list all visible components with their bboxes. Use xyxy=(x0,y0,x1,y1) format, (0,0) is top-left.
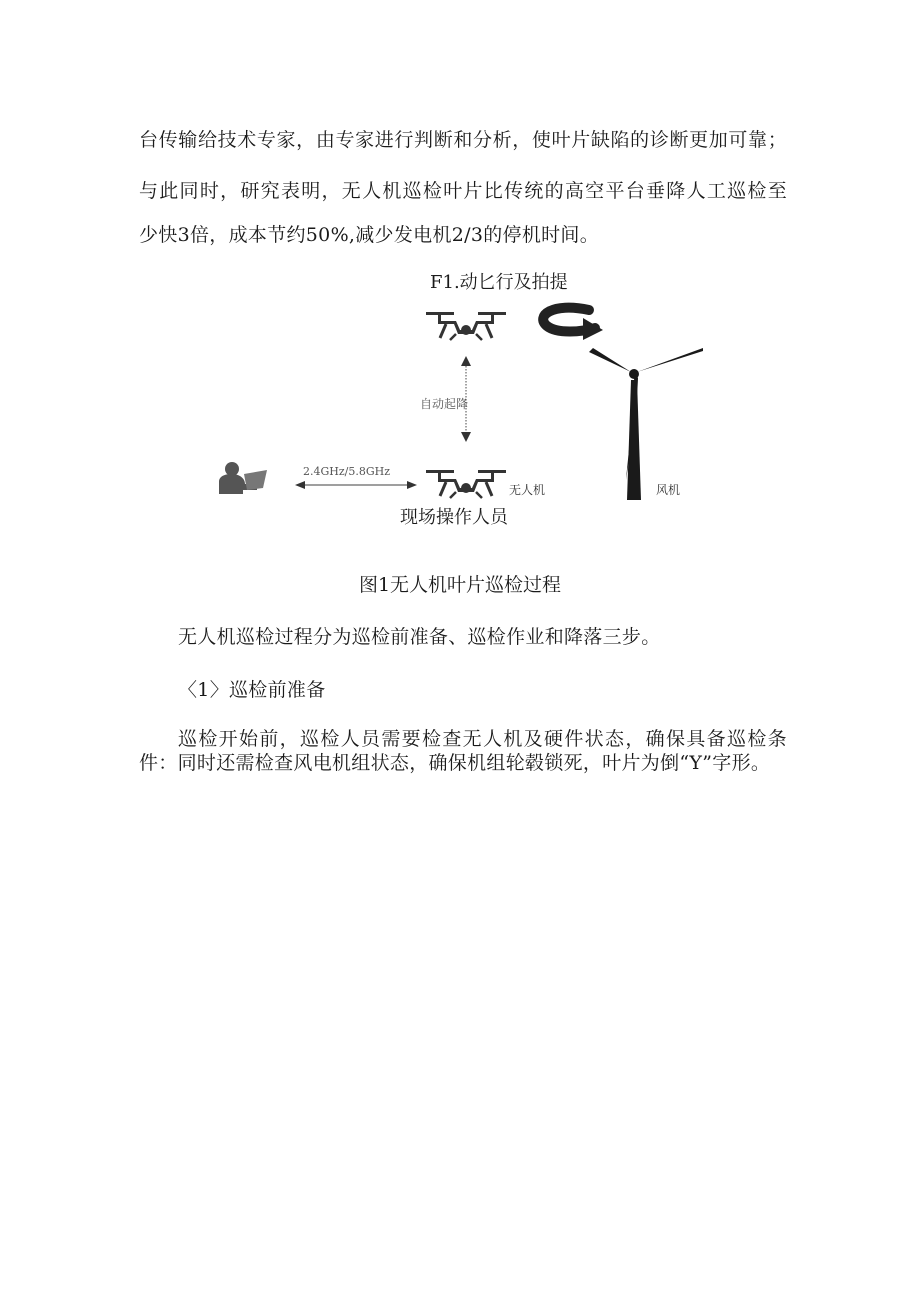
figure-title: F1.动匕行及拍提 xyxy=(430,272,568,293)
drone-bottom-icon xyxy=(426,470,506,498)
auto-takeoff-label: 自动起降 xyxy=(420,397,469,411)
operator-icon xyxy=(219,462,267,494)
operator-label: 现场操作人员 xyxy=(400,507,508,528)
turbine-label: 风机 xyxy=(656,483,681,497)
frequency-label: 2.4GHz/5.8GHz xyxy=(303,465,391,478)
paragraph-3-line-1: 巡检开始前，巡检人员需要检查无人机及硬件状态，确保具备巡检条 xyxy=(178,728,787,750)
paragraph-2: 无人机巡检过程分为巡检前准备、巡检作业和降落三步。 xyxy=(178,626,661,648)
horizontal-arrow-icon xyxy=(295,481,417,489)
drone-top-icon xyxy=(426,312,506,340)
inspection-figure xyxy=(217,298,703,500)
paragraph-1-line-1: 台传输给技术专家，由专家进行判断和分析，使叶片缺陷的诊断更加可靠； xyxy=(139,129,787,151)
section-heading-1: 〈1〉巡检前准备 xyxy=(178,679,326,701)
wind-turbine-icon xyxy=(589,348,703,500)
paragraph-3-line-2: 件：同时还需检查风电机组状态，确保机组轮毂锁死，叶片为倒“Y”字形。 xyxy=(139,752,771,774)
figure-caption: 图1无人机叶片巡检过程 xyxy=(358,574,562,596)
inspection-diagram xyxy=(217,298,703,500)
rotate-arrow-icon xyxy=(543,308,603,340)
drone-label: 无人机 xyxy=(509,483,546,497)
paragraph-1-line-3: 少快3倍，成本节约50%,减少发电机2/3的停机时间。 xyxy=(139,224,600,246)
paragraph-1-line-2: 与此同时，研究表明，无人机巡检叶片比传统的高空平台垂降人工巡检至 xyxy=(139,180,787,202)
